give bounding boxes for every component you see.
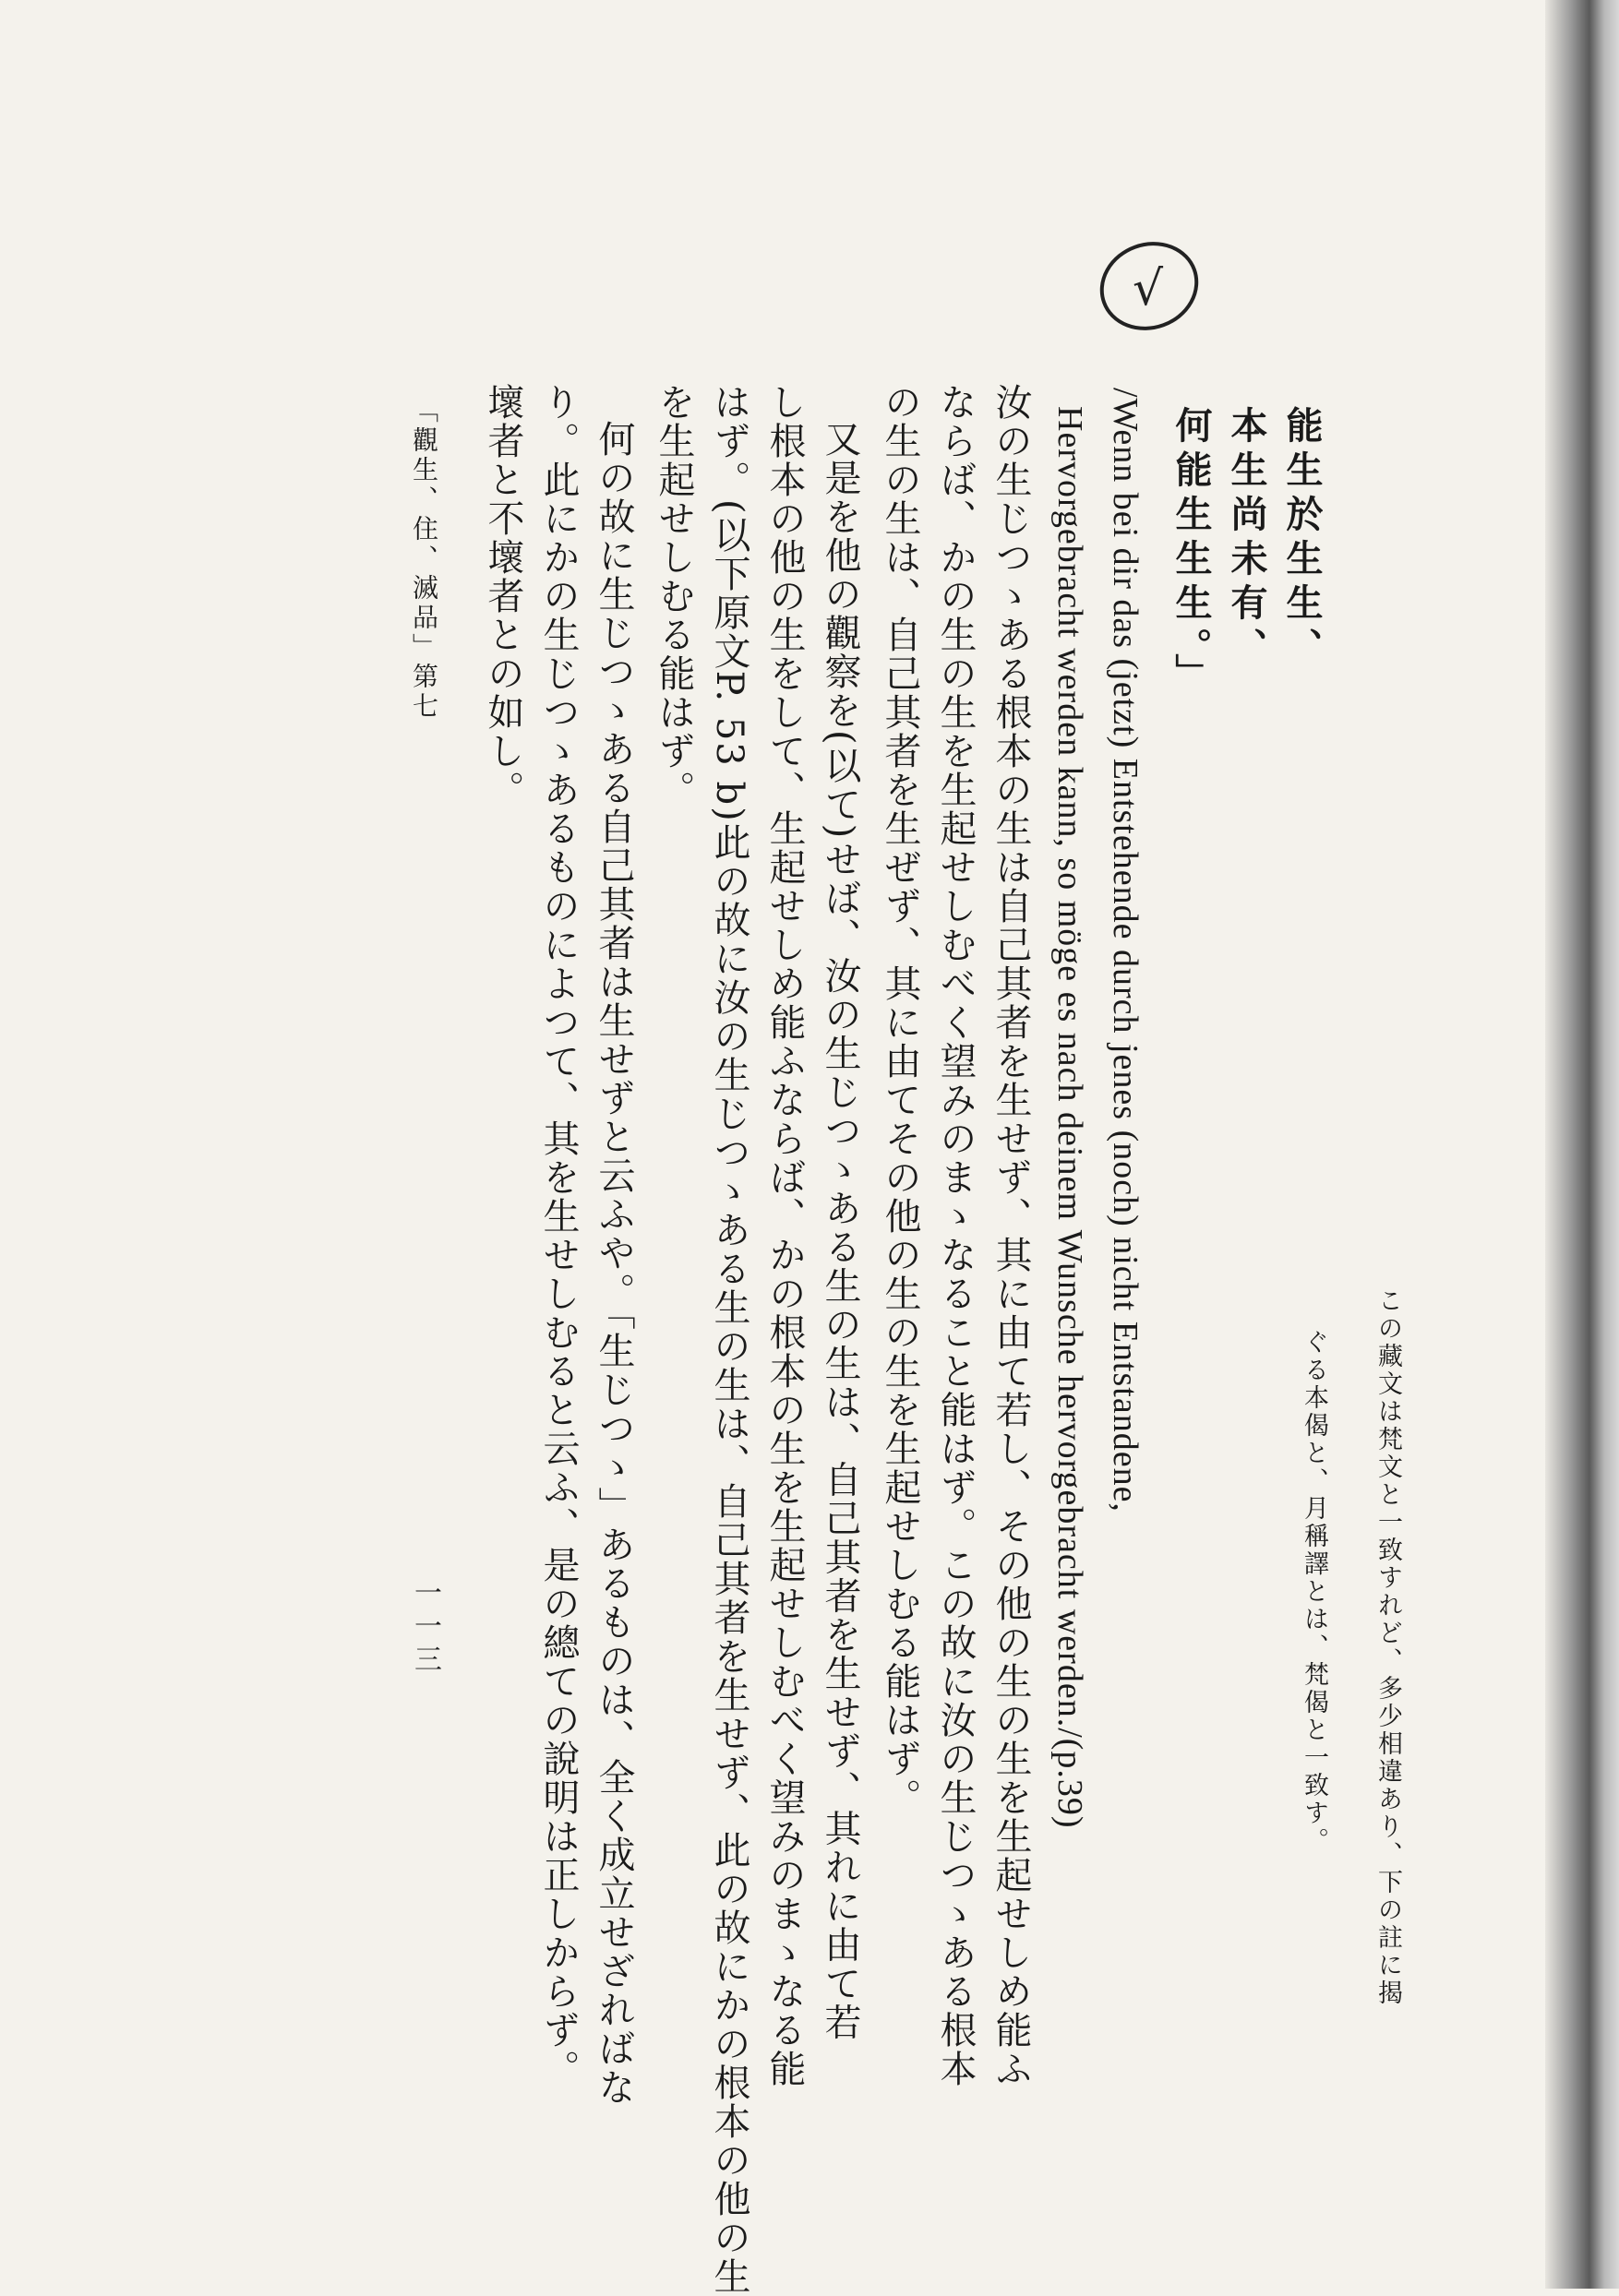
note-line-2: ぐる本偈と、月稱譯とは、梵偈と一致す。 bbox=[1300, 1329, 1328, 1855]
german-line-1: /Wenn bei dir das (jetzt) Entstehende durch jenes (noch) nicht Entstandene, bbox=[1106, 388, 1145, 1513]
body-line-2: ならば、かの生の生を生起せしむべく望みのまゝなること能はず。この故に汝の生じつゝある根本 bbox=[934, 383, 977, 2088]
note-line-1: この藏文は梵文と一致すれど、多少相違あり、下の註に揭 bbox=[1373, 1287, 1402, 2007]
verse-line-2: 本生尚未有、 bbox=[1225, 406, 1268, 672]
verse-line-1: 能生於生生、 bbox=[1280, 406, 1324, 672]
body-line-9: り。此にかの生じつゝあるものによつて、其を生せしむると云ふ、是の總ての說明は正しからず。 bbox=[537, 383, 580, 2088]
svg-text:√: √ bbox=[1133, 261, 1164, 317]
body-line-1: 汝の生じつゝある根本の生は自己其者を生せず、其に由て若し、その他の生の生を生起せしめ能ふ bbox=[989, 383, 1032, 2088]
handwritten-circle-mark bbox=[1094, 235, 1205, 337]
body-line-5: し根本の他の生をして、生起せしめ能ふならば、かの根本の生を生起せしむべく望みのまゝなる能 bbox=[763, 383, 806, 2088]
body-line-6: はず。(以下原文P. 53 b)此の故に汝の生じつゝある生の生は、自己其者を生せず、此の故にかの根本の他の生 bbox=[708, 383, 750, 2296]
verse-line-3: 何能生生生。」 bbox=[1169, 406, 1213, 698]
page-number: 一一三 bbox=[409, 1578, 441, 1678]
body-line-4: 又是を他の觀察を(以て)せば、汝の生じつゝある生の生は、自己其者を生せず、其れに由て若 bbox=[819, 420, 861, 2042]
german-line-2: Hervorgebracht werden kann, so möge es nach deinem Wunsche hervorgebracht werden./(p.39) bbox=[1050, 406, 1089, 1829]
body-line-3: の生の生は、自己其者を生ぜず、其に由てその他の生の生を生起せしむる能はず。 bbox=[879, 383, 921, 1817]
body-line-7: を生起せしむる能はず。 bbox=[653, 383, 695, 809]
body-line-10: 壞者と不壞者との如し。 bbox=[482, 383, 524, 809]
scan-edge-shadow bbox=[1545, 0, 1619, 2289]
chapter-footer: 「觀生、住、滅品」第七 bbox=[409, 397, 439, 722]
body-line-8: 何の故に生じつゝある自己其者は生せずと云ふや。「生じつゝ」あるものは、全く成立せざればな bbox=[593, 420, 635, 2107]
